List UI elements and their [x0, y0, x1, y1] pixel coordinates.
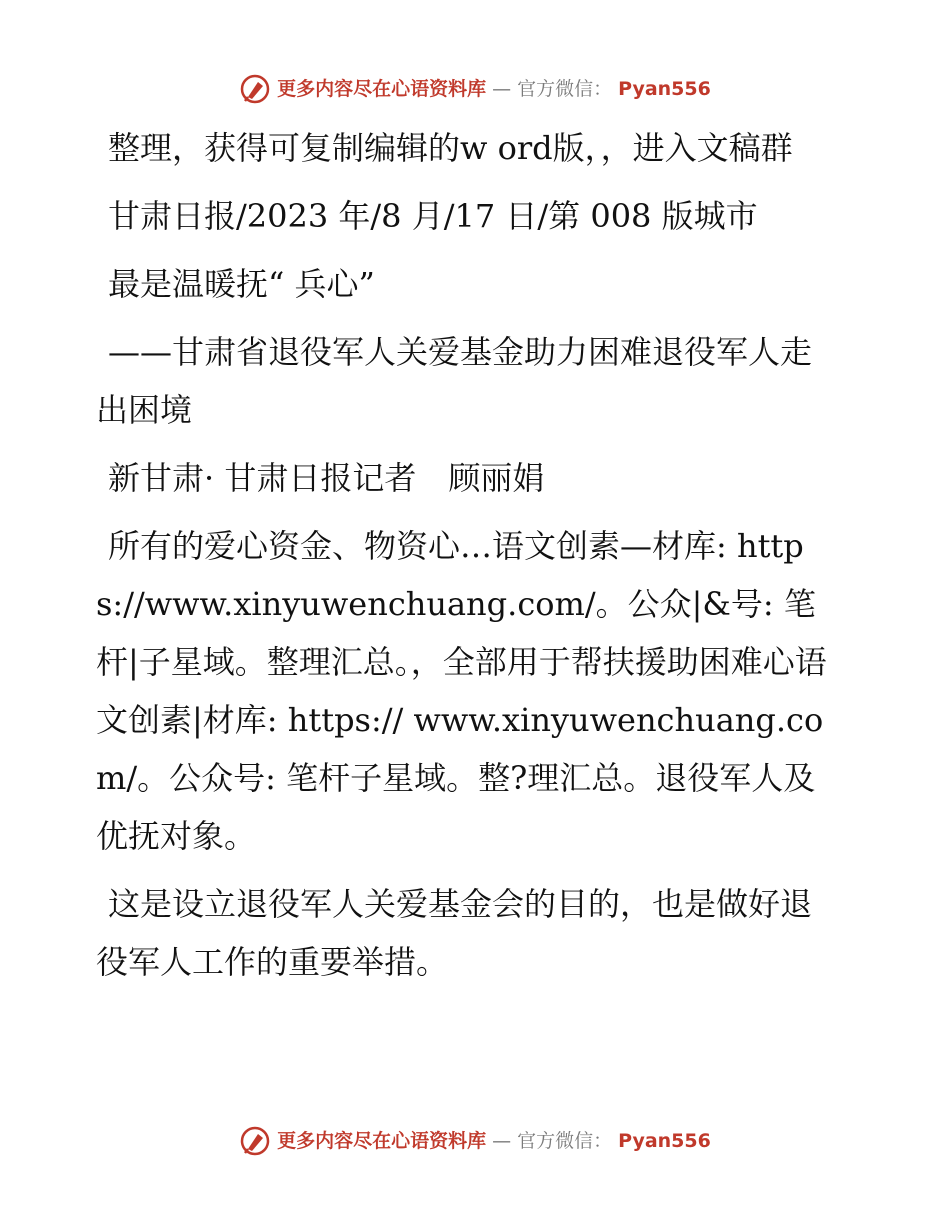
watermark-wechat-id: Pyan556: [618, 78, 711, 100]
header-watermark: [0, 73, 950, 105]
intro-paragraph: 整理，获得可复制编辑的w ord版，，进入文稿群: [108, 129, 793, 167]
article-title: 最是温暖抚“ 兵心”: [108, 265, 375, 303]
watermark-wechat-label: 官方微信：: [517, 78, 613, 100]
watermark-wechat-label: 官方微信：: [517, 1130, 613, 1152]
article-subtitle: ——甘肃省退役军人关爱基金助力困难退役军人走出困境: [96, 333, 813, 429]
pen-nib-logo-icon: [239, 1125, 271, 1157]
watermark-dash: —: [492, 78, 512, 100]
byline: 新甘肃· 甘肃日报记者 顾丽娟: [108, 459, 545, 497]
watermark-brand-text: 更多内容尽在心语资料库: [277, 78, 487, 100]
watermark-wechat-id: Pyan556: [618, 1130, 711, 1152]
watermark-dash: —: [492, 1130, 512, 1152]
source-line: 甘肃日报/2023 年/8 月/17 日/第 008 版城市: [108, 197, 758, 235]
article-body: [96, 119, 836, 1001]
body-paragraph: 所有的爱心资金、物资心…语文创素—材库: https://www.xinyuwenchuang.com/。公众|&号: 笔杆|子星域。整理汇总。，全部用于帮扶援助困难心语文创素|材库: https:// www.xinyuwenchuang.com/。公众号: 笔杆子星域。整?理汇总。退役军人及优抚对象。: [96, 527, 827, 855]
watermark-brand-text: 更多内容尽在心语资料库: [277, 1130, 487, 1152]
pen-nib-logo-icon: [239, 73, 271, 105]
body-paragraph: 这是设立退役军人关爱基金会的目的，也是做好退役军人工作的重要举措。: [96, 885, 813, 981]
footer-watermark: [0, 1125, 950, 1157]
